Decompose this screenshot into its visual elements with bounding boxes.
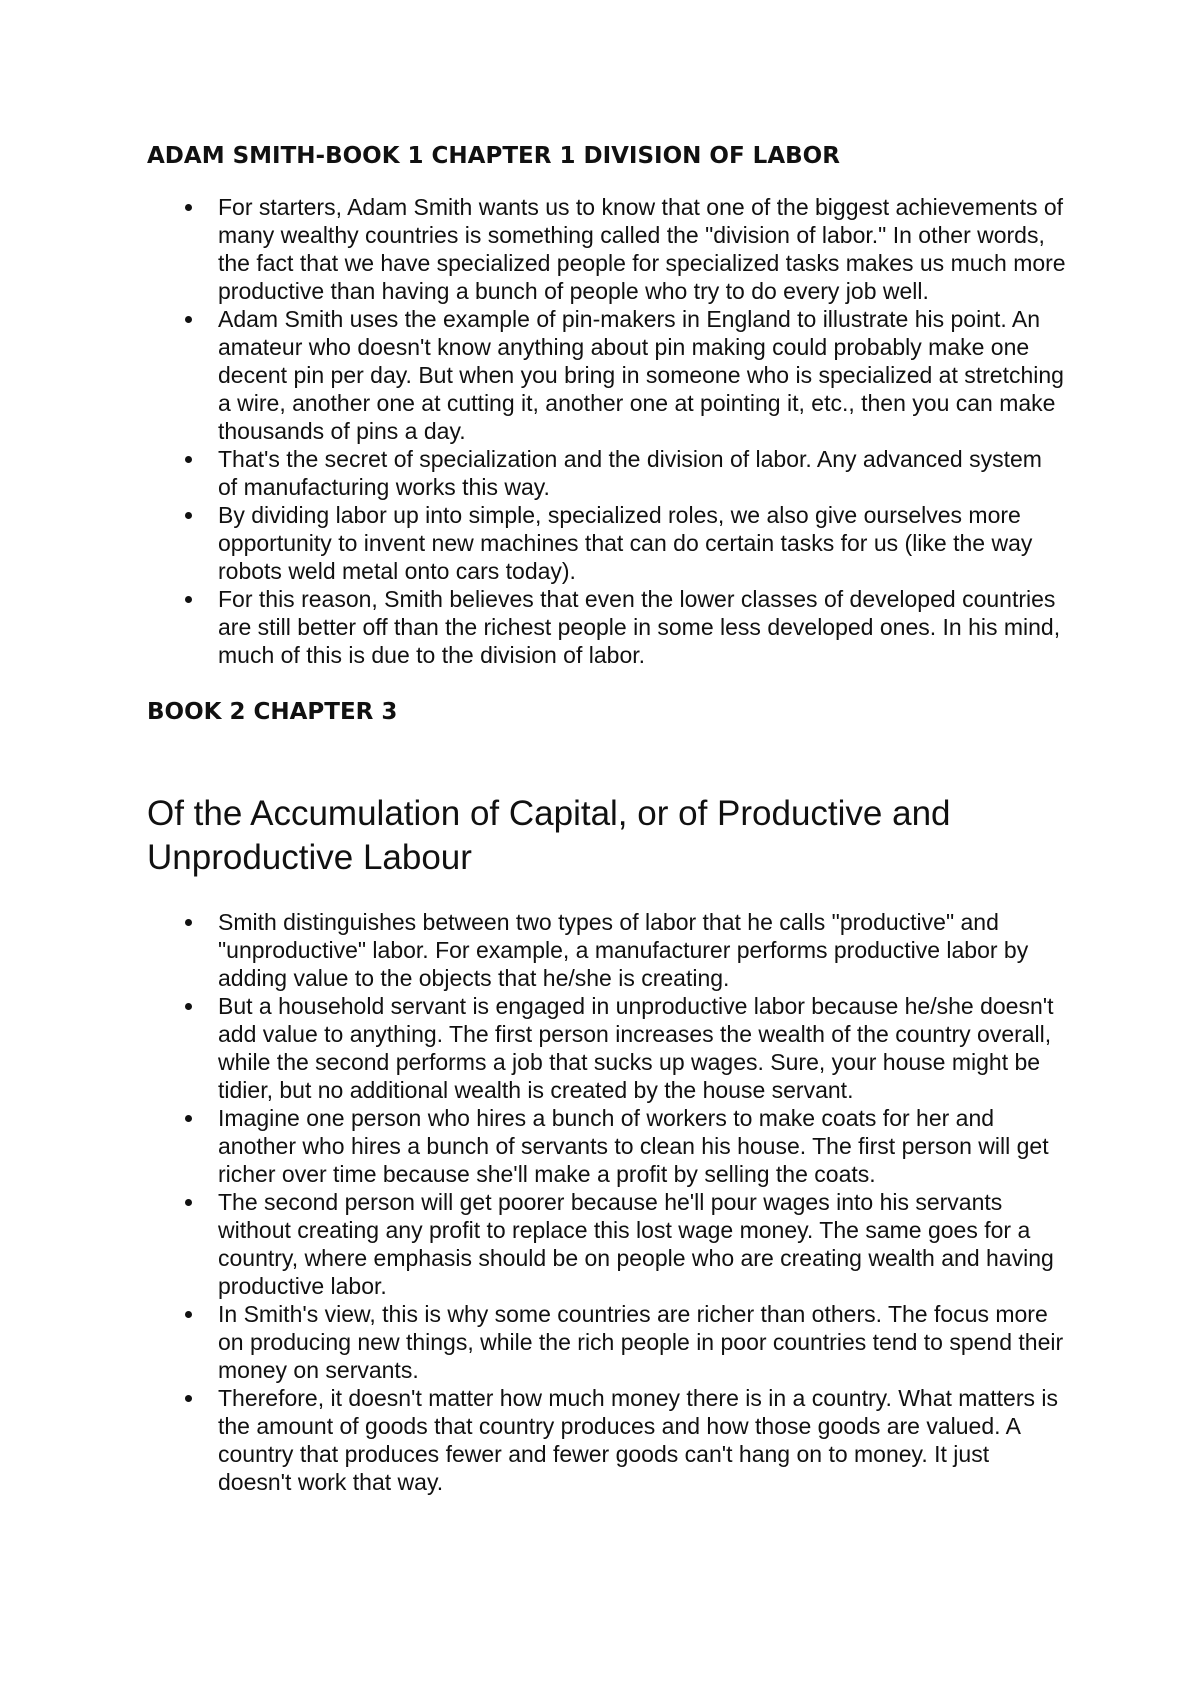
- list-item-text: That's the secret of specialization and the division of labor. Any advanced system of manufacturing works this way.: [218, 446, 1042, 500]
- list-item: [147, 1188, 1067, 1300]
- section-1-heading: ADAM SMITH-BOOK 1 CHAPTER 1 DIVISION OF LABOR: [147, 143, 840, 169]
- list-item: [147, 1104, 1067, 1188]
- bullet-icon: [185, 204, 192, 211]
- bullet-icon: [185, 1199, 192, 1206]
- bullet-icon: [185, 512, 192, 519]
- section-2-heading: BOOK 2 CHAPTER 3: [147, 699, 398, 725]
- list-item: [147, 1384, 1067, 1496]
- section-1-bullet-list: [147, 193, 1067, 669]
- list-item-text: Smith distinguishes between two types of labor that he calls "productive" and "unproductive" labor. For example, a manufacturer performs productive labor by adding value to the objects that he/she is creating.: [218, 909, 1029, 991]
- list-item-text: But a household servant is engaged in unproductive labor because he/she doesn't add value to anything. The first person increases the wealth of the country overall, while the second performs a job that sucks up wages. Sure, your house might be tidier, but no additional wealth is created by the house servant.: [218, 993, 1054, 1103]
- bullet-icon: [185, 919, 192, 926]
- document-page: [147, 140, 1067, 1496]
- section-2-title: Of the Accumulation of Capital, or of Productive and Unproductive Labour: [147, 794, 951, 877]
- list-item-text: The second person will get poorer because he'll pour wages into his servants without creating any profit to replace this lost wage money. The same goes for a country, where emphasis should be on people who are creating wealth and having productive labor.: [218, 1189, 1054, 1299]
- list-item: [147, 501, 1067, 585]
- section-2-bullet-list: [147, 908, 1067, 1496]
- bullet-icon: [185, 1115, 192, 1122]
- list-item: [147, 908, 1067, 992]
- list-item: [147, 1300, 1067, 1384]
- list-item-text: Therefore, it doesn't matter how much money there is in a country. What matters is the amount of goods that country produces and how those goods are valued. A country that produces fewer and fewer goods can't hang on to money. It just doesn't work that way.: [218, 1385, 1058, 1495]
- list-item: [147, 992, 1067, 1104]
- list-item-text: Adam Smith uses the example of pin-makers in England to illustrate his point. An amateur who doesn't know anything about pin making could probably make one decent pin per day. But when you bring in someone who is specialized at stretching a wire, another one at cutting it, another one at pointing it, etc., then you can make thousands of pins a day.: [218, 306, 1064, 444]
- list-item-text: By dividing labor up into simple, specialized roles, we also give ourselves more opportunity to invent new machines that can do certain tasks for us (like the way robots weld metal onto cars today).: [218, 502, 1033, 584]
- list-item-text: Imagine one person who hires a bunch of workers to make coats for her and another who hires a bunch of servants to clean his house. The first person will get richer over time because she'll make a profit by selling the coats.: [218, 1105, 1049, 1187]
- list-item-text: In Smith's view, this is why some countries are richer than others. The focus more on producing new things, while the rich people in poor countries tend to spend their money on servants.: [218, 1301, 1064, 1383]
- list-item: [147, 445, 1067, 501]
- list-item-text: For this reason, Smith believes that even the lower classes of developed countries are still better off than the richest people in some less developed ones. In his mind, much of this is due to the division of labor.: [218, 586, 1061, 668]
- bullet-icon: [185, 1395, 192, 1402]
- bullet-icon: [185, 596, 192, 603]
- bullet-icon: [185, 1003, 192, 1010]
- bullet-icon: [185, 316, 192, 323]
- bullet-icon: [185, 456, 192, 463]
- list-item: [147, 305, 1067, 445]
- bullet-icon: [185, 1311, 192, 1318]
- list-item: [147, 193, 1067, 305]
- list-item-text: For starters, Adam Smith wants us to know that one of the biggest achievements of many wealthy countries is something called the "division of labor." In other words, the fact that we have specialized people for specialized tasks makes us much more productive than having a bunch of people who try to do every job well.: [218, 194, 1066, 304]
- list-item: [147, 585, 1067, 669]
